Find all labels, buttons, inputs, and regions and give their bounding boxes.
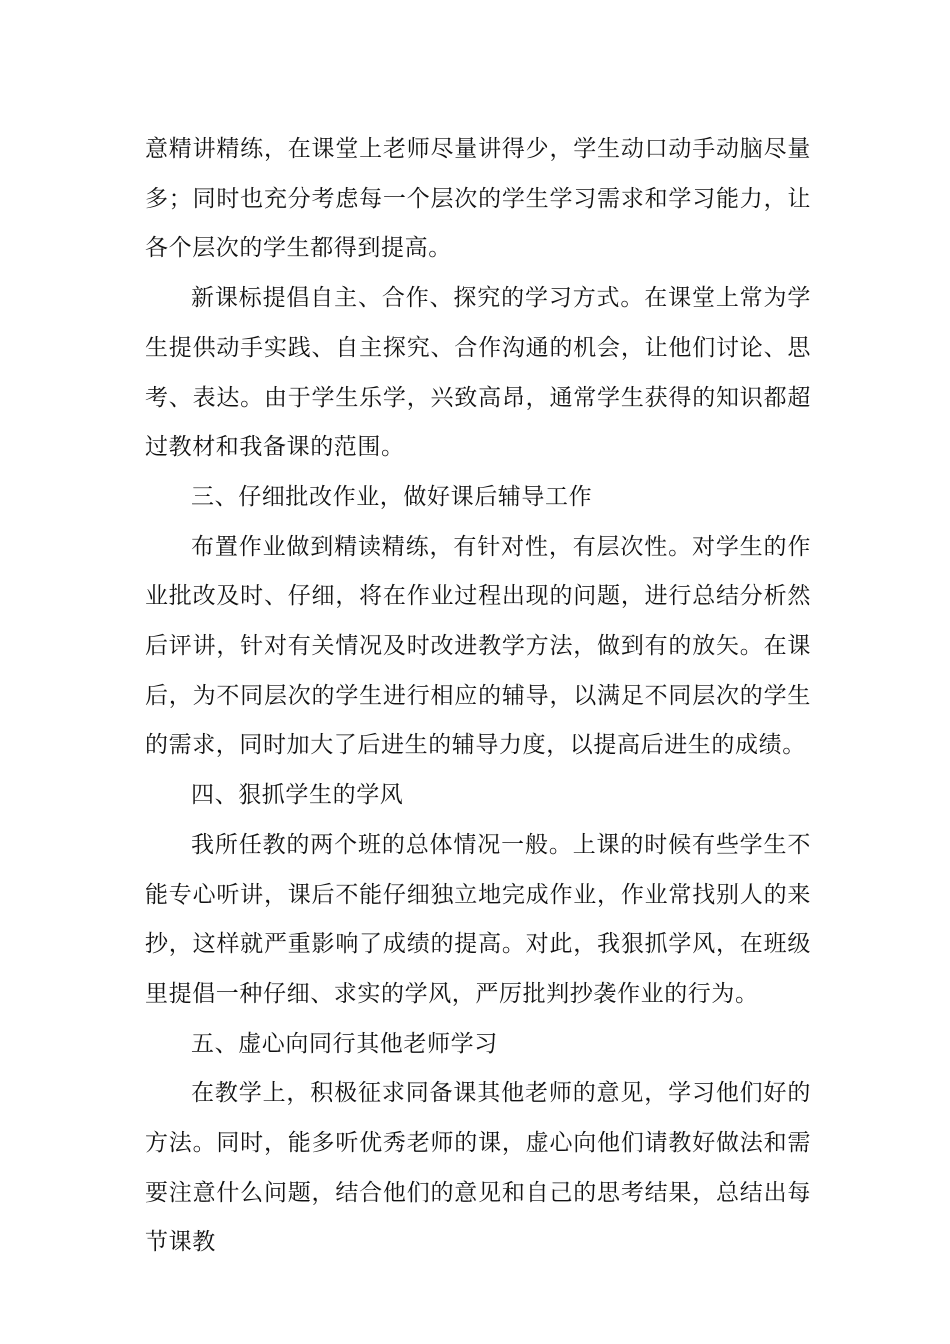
paragraph-learn-from-peers: 在教学上，积极征求同备课其他老师的意见，学习他们好的方法。同时，能多听优秀老师的课，虚心向他们请教好做法和需要注意什么问题，结合他们的意见和自己的思考结果，总结出每节课教 <box>145 1080 811 1256</box>
section-heading-learn-from-peers: 五、虚心向同行其他老师学习 <box>191 1030 498 1057</box>
paragraph-new-curriculum: 新课标提倡自主、合作、探究的学习方式。在课堂上常为学生提供动手实践、自主探究、合作沟通的机会，让他们讨论、思考、表达。由于学生乐学，兴致高昂，通常学生获得的知识都超过教材和我备课的范围。 <box>145 285 811 461</box>
section-heading-study-style: 四、狠抓学生的学风 <box>191 782 404 809</box>
paragraph-continued: 意精讲精练，在课堂上老师尽量讲得少，学生动口动手动脑尽量多；同时也充分考虑每一个层次的学生学习需求和学习能力，让各个层次的学生都得到提高。 <box>145 136 811 262</box>
document-body <box>145 125 811 1268</box>
section-heading-homework: 三、仔细批改作业，做好课后辅导工作 <box>191 483 593 510</box>
paragraph-homework: 布置作业做到精读精练，有针对性，有层次性。对学生的作业批改及时、仔细，将在作业过程出现的问题，进行总结分析然后评讲，针对有关情况及时改进教学方法，做到有的放矢。在课后，为不同层次的学生进行相应的辅导，以满足不同层次的学生的需求，同时加大了后进生的辅导力度，以提高后进生的成绩。 <box>145 533 811 759</box>
paragraph-study-style: 我所任教的两个班的总体情况一般。上课的时候有些学生不能专心听讲，课后不能仔细独立地完成作业，作业常找别人的来抄，这样就严重影响了成绩的提高。对此，我狠抓学风，在班级里提倡一种仔细、求实的学风，严厉批判抄袭作业的行为。 <box>145 831 811 1007</box>
